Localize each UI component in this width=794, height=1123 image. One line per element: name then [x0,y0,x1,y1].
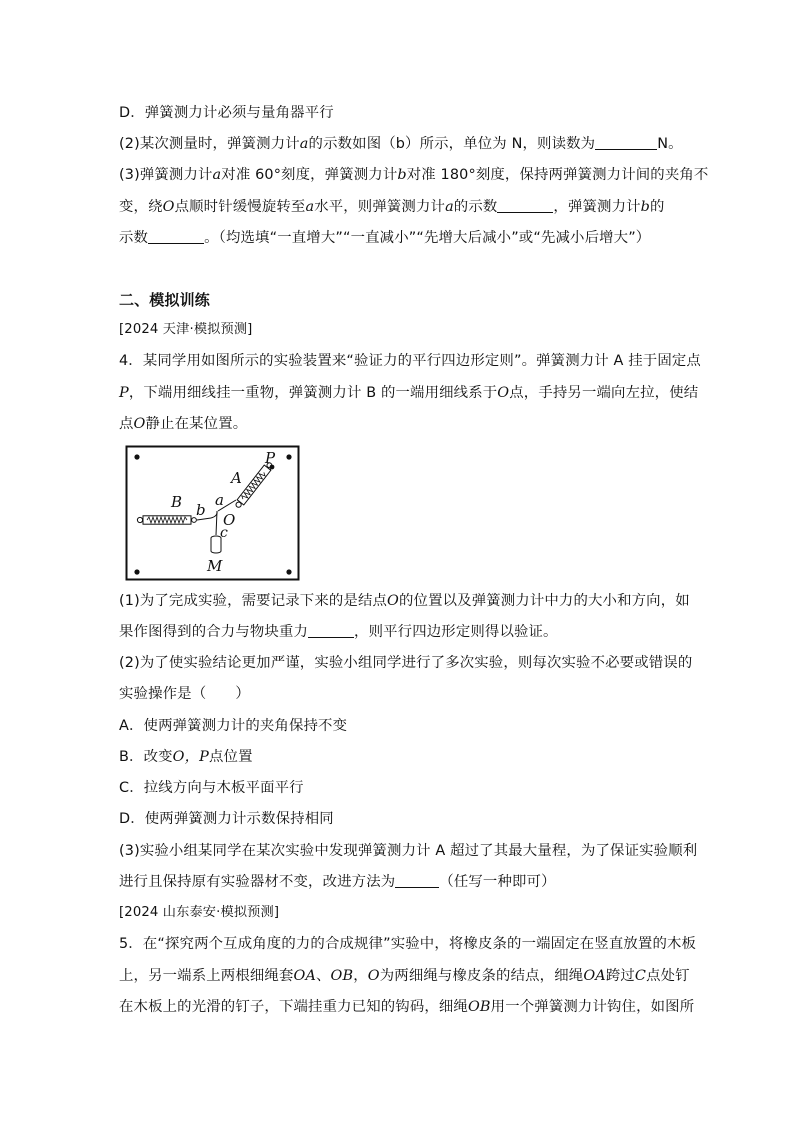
board-pin [134,454,139,459]
q3-part2: (2)某次测量时，弹簧测力计a的示数如图（b）所示，单位为 N，则读数为 N。 [119,136,683,152]
answer-blank[interactable] [595,135,657,150]
option-d[interactable]: D．使两弹簧测力计示数保持相同 [119,811,334,827]
q4-part1-line1: (1)为了完成实验，需要记录下来的是结点O的位置以及弹簧测力计中力的大小和方向，如 [119,593,690,609]
experiment-figure [125,445,301,582]
q5-stem-line2: 上，另一端系上两根细绳套OA、OB，O为两细绳与橡皮条的结点，细绳OA跨过C点处钉 [119,968,690,984]
label-a-scale: A [231,469,242,487]
label-o: O [223,511,236,529]
label-a-string: a [215,491,224,509]
option-c[interactable]: C．拉线方向与木板平面平行 [119,780,304,796]
spring-scale-b [137,516,196,524]
q4-stem-line2: P，下端用细线挂一重物，弹簧测力计 B 的一端用细线系于O点，手持另一端向左拉，使结 [119,385,699,401]
q3-part3-line2: 变，绕O点顺时针缓慢旋转至a水平，则弹簧测力计a的示数 ，弹簧测力计b的 [119,199,665,215]
label-c: c [220,525,228,541]
q3-part3-line1: (3)弹簧测力计a对准 60°刻度，弹簧测力计b对准 180°刻度，保持两弹簧测力计间的夹角不 [119,167,709,183]
board-pin [286,454,291,459]
option-d-q3: D．弹簧测力计必须与量角器平行 [119,105,334,121]
option-a[interactable]: A．使两弹簧测力计的夹角保持不变 [119,718,348,734]
knot-o [211,511,217,518]
q4-part3-line2: 进行且保持原有实验器材不变，改进方法为 （任写一种即可） [119,874,556,890]
source-tag: [2024 山东泰安·模拟预测] [119,905,280,920]
label-m: M [207,557,223,575]
q4-part1-line2: 果作图得到的合力与物块重力 ，则平行四边形定则得以验证。 [119,624,558,640]
label-b-scale: B [171,493,183,511]
answer-blank[interactable] [148,229,204,244]
label-b-string: b [196,501,206,519]
q4-part2-line2: 实验操作是（ ） [119,686,250,702]
section-heading: 二、模拟训练 [119,291,210,309]
board-pin [286,569,291,574]
answer-blank[interactable] [308,623,354,638]
board-pin [134,569,139,574]
q4-stem-line3: 点O静止在某位置。 [119,416,248,432]
option-b[interactable]: B．改变O，P点位置 [119,749,253,765]
answer-blank[interactable] [497,198,553,213]
q4-part2-line1: (2)为了使实验结论更加严谨，实验小组同学进行了多次实验，则每次实验不必要或错误的 [119,655,693,671]
answer-blank[interactable] [395,873,439,888]
label-p: P [265,449,276,467]
q3-part3-line3: 示数 。（均选填“一直增大”“一直减小”“先增大后减小”或“先减小后增大”） [119,230,651,246]
source-tag: [2024 天津·模拟预测] [119,322,253,337]
q4-part3-line1: (3)实验小组某同学在某次实验中发现弹簧测力计 A 超过了其最大量程，为了保证实验顺利 [119,843,698,859]
q4-stem-line1: 4．某同学用如图所示的实验装置来“验证力的平行四边形定则”。弹簧测力计 A 挂于固定点 [119,353,701,369]
q5-stem-line1: 5．在“探究两个互成角度的力的合成规律”实验中，将橡皮条的一端固定在竖直放置的木板 [119,936,697,952]
q5-stem-line3: 在木板上的光滑的钉子，下端挂重力已知的钩码，细绳OB用一个弹簧测力计钩住，如图所 [119,999,695,1015]
